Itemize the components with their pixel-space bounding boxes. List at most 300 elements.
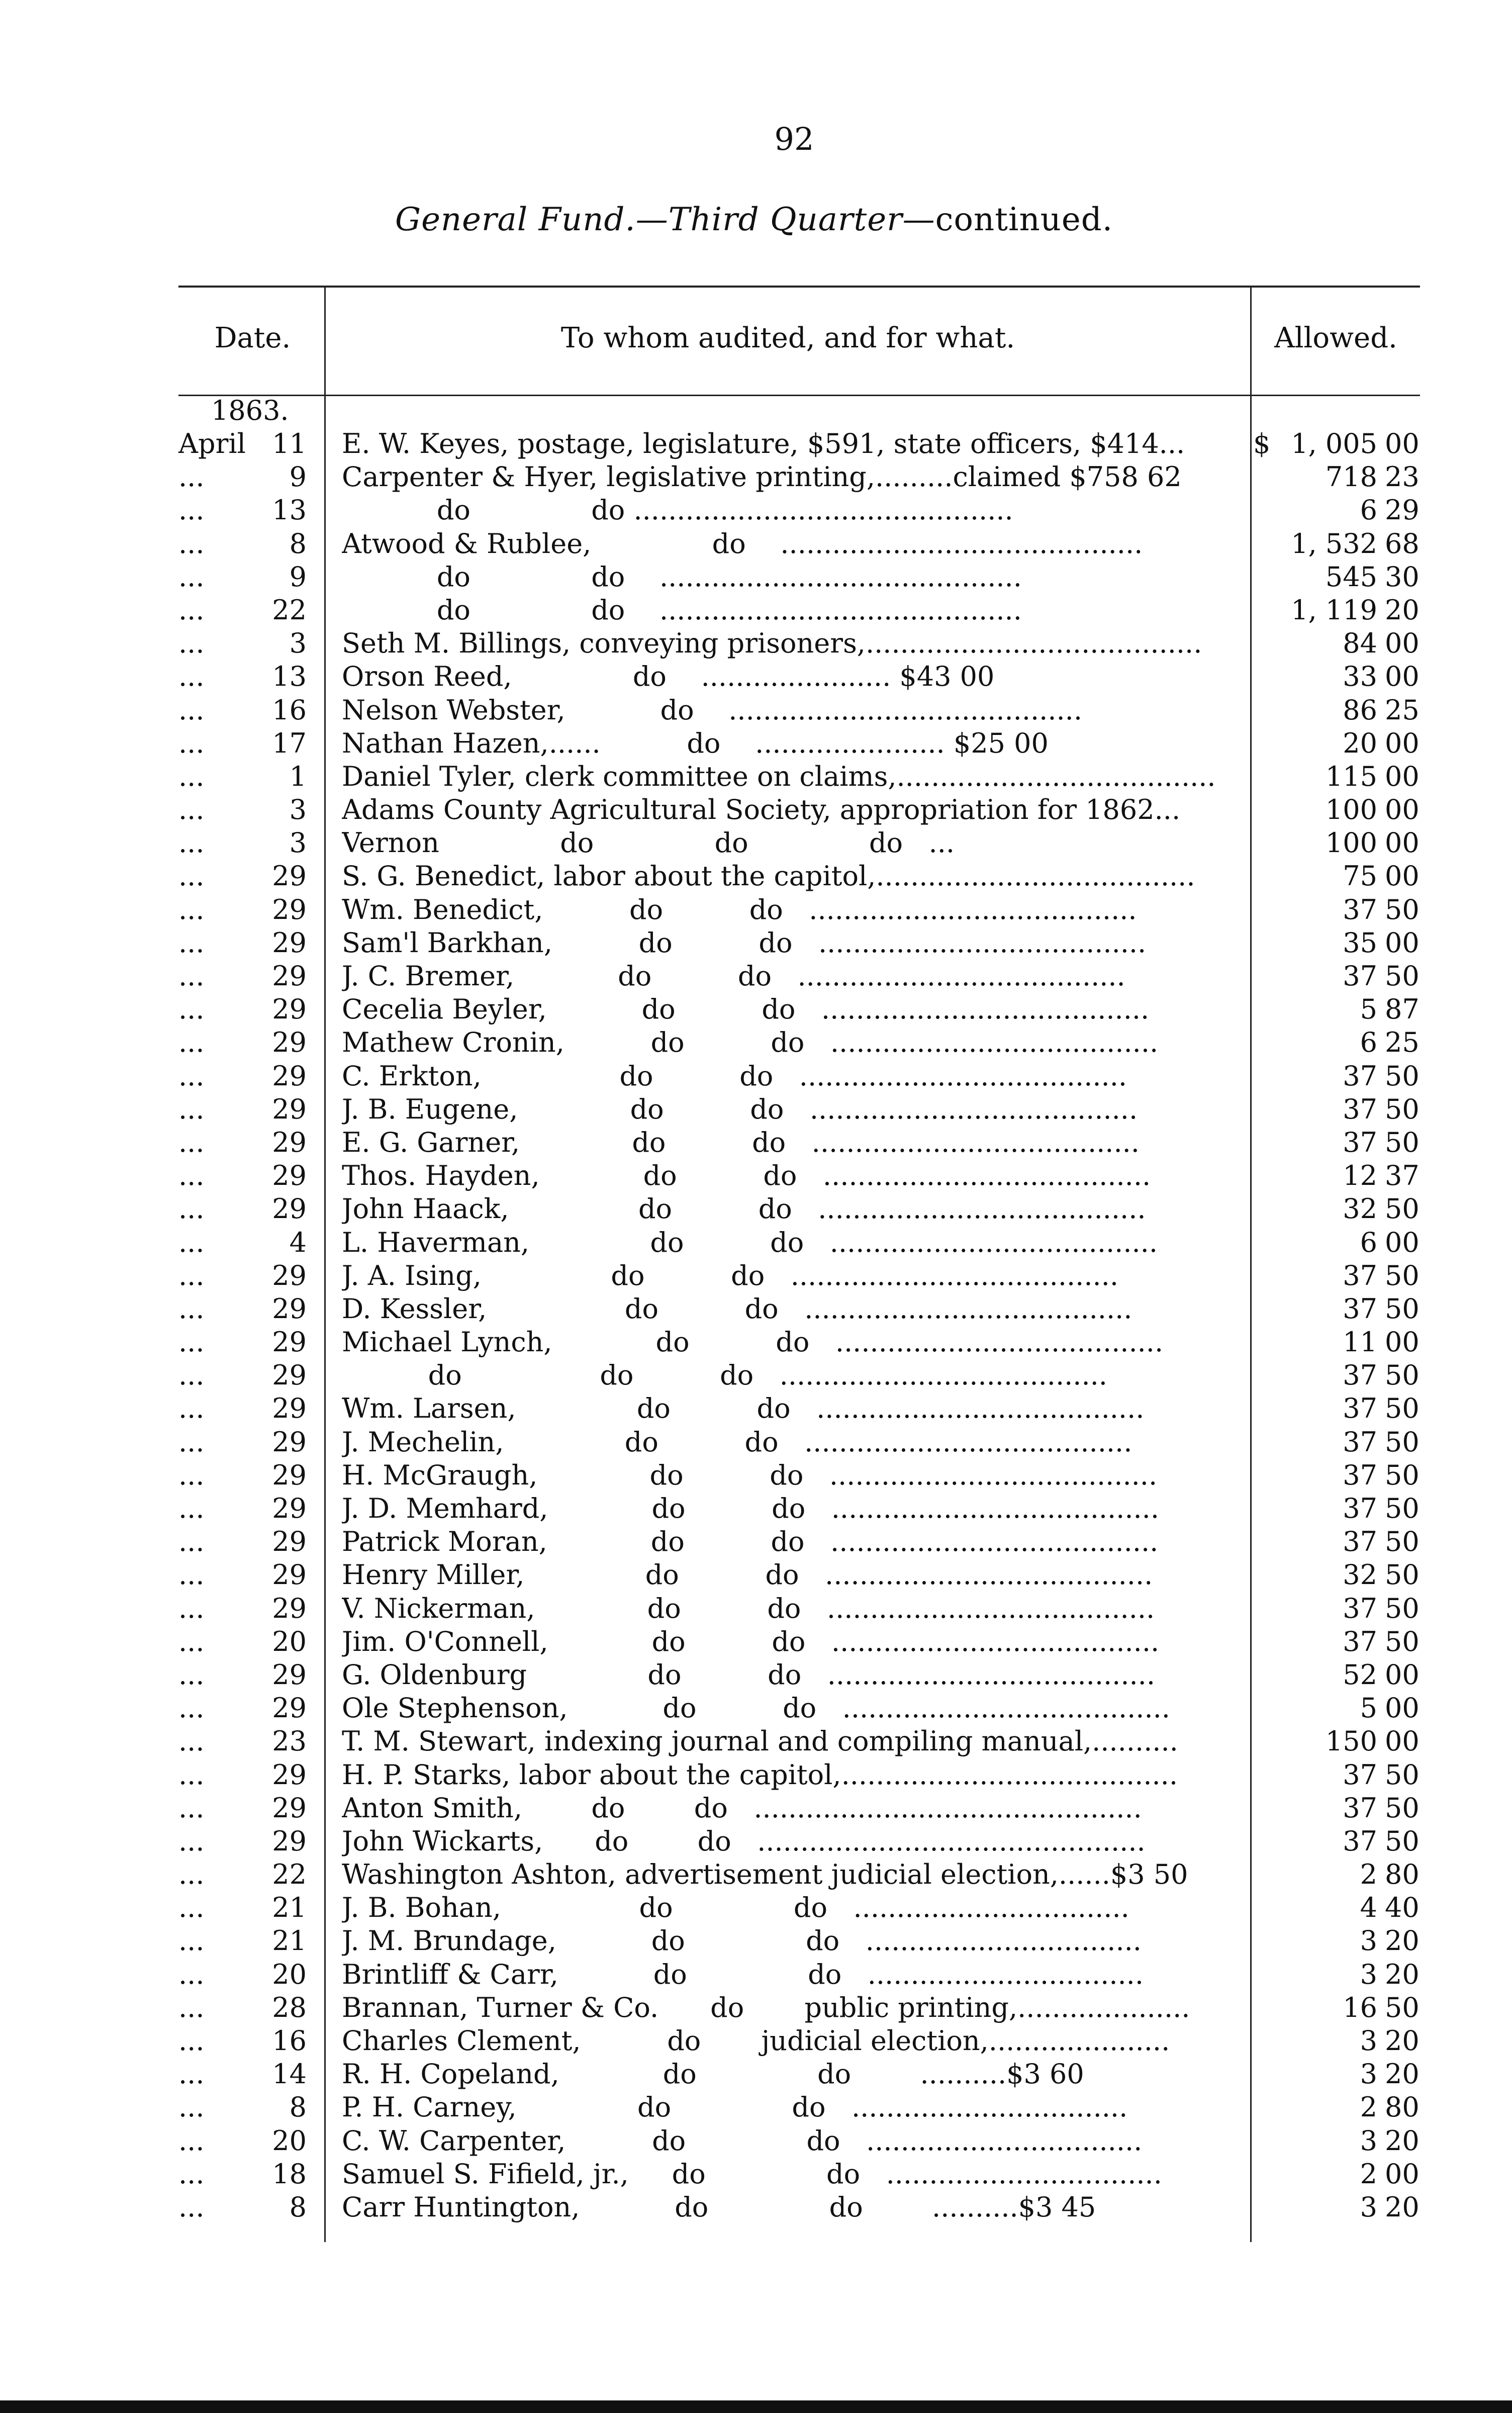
entry-description: Washington Ashton, advertisement judicial election,......$3 50 bbox=[342, 1859, 1188, 1891]
entry-description: R. H. Copeland, do do ..........$3 60 bbox=[342, 2058, 1084, 2090]
ledger-row bbox=[0, 1592, 1512, 1625]
entry-month: ... bbox=[178, 1658, 205, 1691]
ledger-row bbox=[0, 1558, 1512, 1592]
entry-day: 29 bbox=[272, 1758, 307, 1791]
entry-amount-dollars: 12 bbox=[1343, 1160, 1377, 1192]
page-heading-plain: continued. bbox=[935, 201, 1113, 238]
entry-amount-cents: 00 bbox=[1385, 1658, 1420, 1691]
entry-amount-cents: 00 bbox=[1385, 428, 1420, 459]
entry-day: 8 bbox=[289, 527, 307, 560]
entry-month: ... bbox=[178, 594, 205, 626]
entry-description: Anton Smith, do do ............................................. bbox=[342, 1792, 1142, 1824]
entry-description: Samuel S. Fifield, jr., do do ................................ bbox=[342, 2158, 1162, 2190]
entry-description: do do do ...................................... bbox=[342, 1359, 1107, 1391]
entry-day: 29 bbox=[272, 1692, 307, 1724]
ledger-row bbox=[0, 860, 1512, 893]
entry-description: Seth M. Billings, conveying prisoners,....................................... bbox=[342, 627, 1202, 660]
entry-amount-cents: 00 bbox=[1385, 760, 1420, 792]
entry-amount-dollars: 37 bbox=[1343, 1060, 1377, 1092]
entry-day: 17 bbox=[272, 727, 307, 759]
entry-month: ... bbox=[178, 1126, 205, 1158]
ledger-row bbox=[0, 527, 1512, 561]
entry-month: ... bbox=[178, 1925, 205, 1957]
entry-amount-dollars: 6 bbox=[1360, 494, 1377, 526]
ledger-row bbox=[0, 460, 1512, 494]
entry-amount-dollars: 20 bbox=[1343, 727, 1377, 759]
entry-description: Sam'l Barkhan, do do ...................................... bbox=[342, 926, 1147, 959]
entry-amount-cents: 50 bbox=[1385, 960, 1420, 992]
entry-day: 29 bbox=[272, 1193, 307, 1225]
entry-amount-dollars: 35 bbox=[1343, 926, 1377, 959]
entry-month: ... bbox=[178, 794, 205, 826]
entry-description: J. M. Brundage, do do ................................ bbox=[342, 1925, 1142, 1957]
entry-month: ... bbox=[178, 627, 205, 660]
entry-amount-cents: 20 bbox=[1385, 594, 1420, 626]
entry-day: 16 bbox=[272, 694, 307, 726]
entry-day: 3 bbox=[289, 794, 307, 826]
entry-month: ... bbox=[178, 2191, 205, 2223]
ledger-row bbox=[0, 1392, 1512, 1425]
ledger-row bbox=[0, 1525, 1512, 1558]
entry-amount-dollars: 3 bbox=[1360, 2058, 1377, 2090]
entry-amount-cents: 50 bbox=[1385, 1292, 1420, 1325]
entry-amount-cents: 68 bbox=[1385, 527, 1420, 560]
entry-amount-cents: 50 bbox=[1385, 1060, 1420, 1092]
entry-amount-cents: 87 bbox=[1385, 993, 1420, 1026]
entry-amount-dollars: 3 bbox=[1360, 2025, 1377, 2057]
ledger-row bbox=[0, 1958, 1512, 1991]
entry-amount-cents: 00 bbox=[1385, 727, 1420, 759]
entry-amount-dollars: 37 bbox=[1343, 1393, 1377, 1425]
entry-day: 29 bbox=[272, 1792, 307, 1824]
column-header-what: To whom audited, and for what. bbox=[560, 322, 1015, 354]
entry-day: 29 bbox=[272, 1126, 307, 1158]
entry-month: ... bbox=[178, 926, 205, 959]
entry-month: ... bbox=[178, 1393, 205, 1425]
ledger-row bbox=[0, 1259, 1512, 1292]
entry-description: do do .......................................... bbox=[342, 561, 1022, 593]
entry-month: ... bbox=[178, 1526, 205, 1558]
entry-day: 8 bbox=[289, 2091, 307, 2123]
entry-amount-dollars: 52 bbox=[1343, 1658, 1377, 1691]
entry-day: 4 bbox=[289, 1226, 307, 1258]
entry-amount-dollars: 32 bbox=[1343, 1559, 1377, 1591]
entry-amount-cents: 50 bbox=[1385, 1526, 1420, 1558]
entry-amount-cents: 50 bbox=[1385, 1625, 1420, 1657]
entry-description: E. W. Keyes, postage, legislature, $591, state officers, $414... bbox=[342, 428, 1185, 459]
entry-amount-dollars: 3 bbox=[1360, 1925, 1377, 1957]
entry-day: 29 bbox=[272, 1160, 307, 1192]
entry-month: ... bbox=[178, 694, 205, 726]
entry-month: April bbox=[178, 428, 246, 459]
entry-amount-cents: 20 bbox=[1385, 2124, 1420, 2157]
entry-description: John Wickarts, do do ............................................. bbox=[342, 1825, 1146, 1857]
entry-amount-dollars: 6 bbox=[1360, 1226, 1377, 1258]
entry-amount-dollars: 37 bbox=[1343, 1592, 1377, 1624]
ledger-row bbox=[0, 1292, 1512, 1326]
entry-amount-cents: 00 bbox=[1385, 627, 1420, 660]
entry-amount-dollars: 37 bbox=[1343, 1426, 1377, 1458]
entry-amount-dollars: 33 bbox=[1343, 661, 1377, 693]
entry-amount-dollars: 37 bbox=[1343, 1792, 1377, 1824]
entry-month: ... bbox=[178, 1326, 205, 1358]
entry-amount-dollars: 37 bbox=[1343, 960, 1377, 992]
ledger-row bbox=[0, 1060, 1512, 1093]
entry-month: ... bbox=[178, 2124, 205, 2157]
ledger-row bbox=[0, 826, 1512, 860]
entry-description: P. H. Carney, do do ................................ bbox=[342, 2091, 1128, 2123]
page-number: 92 bbox=[774, 121, 814, 157]
entry-amount-dollars: 37 bbox=[1343, 1493, 1377, 1524]
entry-description: Atwood & Rublee, do .......................................... bbox=[342, 527, 1143, 560]
entry-amount-dollars: 100 bbox=[1325, 827, 1377, 859]
entry-description: Cecelia Beyler, do do ...................................... bbox=[342, 993, 1150, 1026]
entry-amount-cents: 30 bbox=[1385, 561, 1420, 593]
entry-day: 18 bbox=[272, 2158, 307, 2190]
ledger-row bbox=[0, 1026, 1512, 1059]
ledger-row bbox=[0, 727, 1512, 760]
entry-description: Adams County Agricultural Society, appropriation for 1862... bbox=[342, 794, 1181, 826]
entry-description: Brintliff & Carr, do do ................................ bbox=[342, 1958, 1144, 1990]
ledger-row bbox=[0, 1326, 1512, 1359]
entry-description: G. Oldenburg do do ...................................... bbox=[342, 1658, 1155, 1691]
ledger-row bbox=[0, 1725, 1512, 1758]
entry-amount-dollars: 718 bbox=[1325, 461, 1377, 493]
ledger-row bbox=[0, 660, 1512, 693]
entry-day: 21 bbox=[272, 1925, 307, 1957]
entry-day: 22 bbox=[272, 1859, 307, 1891]
entry-amount-dollars: 4 bbox=[1360, 1892, 1377, 1924]
entry-amount-cents: 23 bbox=[1385, 461, 1420, 493]
entry-description: Charles Clement, do judicial election,..................... bbox=[342, 2025, 1170, 2057]
entry-description: J. B. Bohan, do do ................................ bbox=[342, 1892, 1129, 1924]
entry-amount-dollars: 37 bbox=[1343, 1093, 1377, 1125]
entry-amount-cents: 00 bbox=[1385, 926, 1420, 959]
ledger-row bbox=[0, 2124, 1512, 2158]
entry-day: 29 bbox=[272, 1825, 307, 1857]
entry-description: Nathan Hazen,...... do ...................... $25 00 bbox=[342, 727, 1049, 759]
entry-amount-cents: 50 bbox=[1385, 1393, 1420, 1425]
entry-amount-cents: 00 bbox=[1385, 661, 1420, 693]
entry-amount-cents: 80 bbox=[1385, 1859, 1420, 1891]
entry-amount-dollars: 84 bbox=[1343, 627, 1377, 660]
entry-amount-cents: 50 bbox=[1385, 1126, 1420, 1158]
entry-month: ... bbox=[178, 661, 205, 693]
ledger-row bbox=[0, 1359, 1512, 1392]
ledger-rows bbox=[0, 427, 1512, 2224]
entry-description: J. A. Ising, do do ...................................... bbox=[342, 1259, 1118, 1291]
entry-month: ... bbox=[178, 2158, 205, 2190]
entry-month: ... bbox=[178, 1292, 205, 1325]
entry-month: ... bbox=[178, 1892, 205, 1924]
ledger-row bbox=[0, 561, 1512, 594]
entry-amount-dollars: 3 bbox=[1360, 2191, 1377, 2223]
entry-month: ... bbox=[178, 1160, 205, 1192]
entry-month: ... bbox=[178, 461, 205, 493]
entry-amount-cents: 00 bbox=[1385, 827, 1420, 859]
entry-amount-cents: 50 bbox=[1385, 1426, 1420, 1458]
entry-month: ... bbox=[178, 760, 205, 792]
entry-amount-cents: 50 bbox=[1385, 1459, 1420, 1491]
page-heading-italic: General Fund.—Third Quarter— bbox=[395, 201, 935, 238]
entry-amount-dollars: 32 bbox=[1343, 1193, 1377, 1225]
ledger-row bbox=[0, 1426, 1512, 1459]
entry-amount-cents: 00 bbox=[1385, 1326, 1420, 1358]
entry-day: 29 bbox=[272, 1393, 307, 1425]
entry-month: ... bbox=[178, 1625, 205, 1657]
entry-month: ... bbox=[178, 1493, 205, 1524]
entry-description: V. Nickerman, do do ...................................... bbox=[342, 1592, 1155, 1624]
ledger-row bbox=[0, 1991, 1512, 2024]
entry-description: Orson Reed, do ...................... $43 00 bbox=[342, 661, 995, 693]
entry-day: 23 bbox=[272, 1725, 307, 1757]
ledger-row bbox=[0, 2191, 1512, 2224]
entry-amount-dollars: 37 bbox=[1343, 1758, 1377, 1791]
entry-amount-dollars: 37 bbox=[1343, 1625, 1377, 1657]
entry-description: H. P. Starks, labor about the capitol,....................................... bbox=[342, 1758, 1178, 1791]
ledger-row bbox=[0, 627, 1512, 660]
entry-amount-cents: 29 bbox=[1385, 494, 1420, 526]
entry-month: ... bbox=[178, 1459, 205, 1491]
entry-day: 29 bbox=[272, 1259, 307, 1291]
entry-month: ... bbox=[178, 1259, 205, 1291]
entry-day: 13 bbox=[272, 661, 307, 693]
entry-day: 29 bbox=[272, 960, 307, 992]
entry-description: D. Kessler, do do ...................................... bbox=[342, 1292, 1132, 1325]
entry-amount-dollars: 37 bbox=[1343, 1359, 1377, 1391]
entry-description: T. M. Stewart, indexing journal and compiling manual,.......... bbox=[342, 1725, 1178, 1757]
entry-day: 14 bbox=[272, 2058, 307, 2090]
entry-amount-dollars: 3 bbox=[1360, 1958, 1377, 1990]
entry-amount-dollars: 37 bbox=[1343, 1126, 1377, 1158]
ledger-row bbox=[0, 1492, 1512, 1525]
entry-amount-dollars: 100 bbox=[1325, 794, 1377, 826]
entry-day: 29 bbox=[272, 993, 307, 1026]
entry-month: ... bbox=[178, 1359, 205, 1391]
entry-amount-cents: 80 bbox=[1385, 2091, 1420, 2123]
entry-month: ... bbox=[178, 1559, 205, 1591]
entry-description: Nelson Webster, do ......................................... bbox=[342, 694, 1083, 726]
ledger-row bbox=[0, 1825, 1512, 1858]
ledger-row bbox=[0, 960, 1512, 993]
entry-amount-cents: 50 bbox=[1385, 1259, 1420, 1291]
entry-day: 22 bbox=[272, 594, 307, 626]
entry-month: ... bbox=[178, 727, 205, 759]
entry-amount-dollars: 1, 005 bbox=[1291, 428, 1377, 459]
entry-dollar-sign: $ bbox=[1253, 428, 1271, 459]
entry-amount-cents: 20 bbox=[1385, 2058, 1420, 2090]
entry-amount-dollars: 150 bbox=[1325, 1725, 1377, 1757]
column-header-date: Date. bbox=[214, 322, 291, 354]
entry-month: ... bbox=[178, 527, 205, 560]
entry-amount-dollars: 37 bbox=[1343, 1292, 1377, 1325]
ledger-row bbox=[0, 427, 1512, 460]
entry-amount-cents: 40 bbox=[1385, 1892, 1420, 1924]
ledger-row bbox=[0, 1792, 1512, 1825]
entry-month: ... bbox=[178, 1426, 205, 1458]
entry-day: 29 bbox=[272, 1526, 307, 1558]
ledger-row bbox=[0, 2091, 1512, 2124]
entry-amount-cents: 37 bbox=[1385, 1160, 1420, 1192]
entry-month: ... bbox=[178, 1825, 205, 1857]
entry-day: 9 bbox=[289, 461, 307, 493]
entry-description: Henry Miller, do do ...................................... bbox=[342, 1559, 1153, 1591]
entry-amount-dollars: 5 bbox=[1360, 1692, 1377, 1724]
entry-amount-cents: 50 bbox=[1385, 1493, 1420, 1524]
entry-day: 3 bbox=[289, 627, 307, 660]
entry-description: John Haack, do do ...................................... bbox=[342, 1193, 1146, 1225]
ledger-row bbox=[0, 1093, 1512, 1126]
entry-amount-dollars: 37 bbox=[1343, 1459, 1377, 1491]
ledger-row bbox=[0, 1658, 1512, 1692]
entry-description: Carr Huntington, do do ..........$3 45 bbox=[342, 2191, 1096, 2223]
entry-amount-dollars: 86 bbox=[1343, 694, 1377, 726]
entry-amount-cents: 00 bbox=[1385, 860, 1420, 892]
entry-amount-cents: 20 bbox=[1385, 1958, 1420, 1990]
entry-amount-dollars: 2 bbox=[1360, 1859, 1377, 1891]
entry-description: J. B. Eugene, do do ...................................... bbox=[342, 1093, 1138, 1125]
entry-month: ... bbox=[178, 1592, 205, 1624]
entry-description: S. G. Benedict, labor about the capitol,..................................... bbox=[342, 860, 1195, 892]
entry-month: ... bbox=[178, 1758, 205, 1791]
entry-description: L. Haverman, do do ...................................... bbox=[342, 1226, 1158, 1258]
entry-amount-dollars: 37 bbox=[1343, 1526, 1377, 1558]
entry-description: Brannan, Turner & Co. do public printing,.................... bbox=[342, 1991, 1190, 2023]
entry-description: J. C. Bremer, do do ...................................... bbox=[342, 960, 1125, 992]
page-bottom-edge bbox=[0, 2400, 1512, 2413]
ledger-row bbox=[0, 1459, 1512, 1492]
entry-month: ... bbox=[178, 1193, 205, 1225]
entry-amount-dollars: 1, 119 bbox=[1291, 594, 1377, 626]
entry-day: 29 bbox=[272, 1426, 307, 1458]
entry-amount-cents: 00 bbox=[1385, 1725, 1420, 1757]
entry-month: ... bbox=[178, 1792, 205, 1824]
entry-day: 29 bbox=[272, 926, 307, 959]
entry-day: 21 bbox=[272, 1892, 307, 1924]
entry-description: Ole Stephenson, do do ...................................... bbox=[342, 1692, 1170, 1724]
entry-month: ... bbox=[178, 494, 205, 526]
entry-amount-dollars: 545 bbox=[1325, 561, 1377, 593]
entry-amount-cents: 50 bbox=[1385, 893, 1420, 925]
entry-description: Daniel Tyler, clerk committee on claims,..................................... bbox=[342, 760, 1216, 792]
entry-day: 8 bbox=[289, 2191, 307, 2223]
table-top-rule bbox=[178, 286, 1420, 288]
entry-month: ... bbox=[178, 827, 205, 859]
entry-amount-cents: 00 bbox=[1385, 2158, 1420, 2190]
ledger-row bbox=[0, 1159, 1512, 1192]
ledger-row bbox=[0, 2158, 1512, 2191]
entry-day: 20 bbox=[272, 2124, 307, 2157]
entry-description: do do .......................................... bbox=[342, 594, 1022, 626]
entry-day: 29 bbox=[272, 1559, 307, 1591]
entry-month: ... bbox=[178, 893, 205, 925]
entry-day: 29 bbox=[272, 860, 307, 892]
entry-description: C. W. Carpenter, do do ................................ bbox=[342, 2124, 1143, 2157]
entry-day: 20 bbox=[272, 1958, 307, 1990]
ledger-row bbox=[0, 1692, 1512, 1725]
ledger-row bbox=[0, 494, 1512, 527]
entry-amount-dollars: 37 bbox=[1343, 1259, 1377, 1291]
ledger-row bbox=[0, 1126, 1512, 1159]
entry-description: Jim. O'Connell, do do ...................................... bbox=[342, 1625, 1160, 1657]
entry-amount-dollars: 115 bbox=[1325, 760, 1377, 792]
entry-amount-cents: 50 bbox=[1385, 1093, 1420, 1125]
entry-amount-dollars: 75 bbox=[1343, 860, 1377, 892]
ledger-row bbox=[0, 1192, 1512, 1226]
year-label: 1863. bbox=[211, 395, 289, 426]
entry-amount-dollars: 5 bbox=[1360, 993, 1377, 1026]
ledger-row bbox=[0, 1924, 1512, 1958]
entry-amount-cents: 50 bbox=[1385, 1825, 1420, 1857]
entry-description: J. Mechelin, do do ...................................... bbox=[342, 1426, 1132, 1458]
entry-day: 29 bbox=[272, 1060, 307, 1092]
entry-description: C. Erkton, do do ...................................... bbox=[342, 1060, 1127, 1092]
entry-description: J. D. Memhard, do do ...................................... bbox=[342, 1493, 1160, 1524]
entry-amount-cents: 20 bbox=[1385, 2025, 1420, 2057]
entry-amount-dollars: 37 bbox=[1343, 1825, 1377, 1857]
entry-day: 29 bbox=[272, 893, 307, 925]
entry-amount-cents: 50 bbox=[1385, 1592, 1420, 1624]
entry-day: 11 bbox=[272, 428, 307, 459]
table-header-rule bbox=[178, 395, 1420, 396]
entry-month: ... bbox=[178, 1226, 205, 1258]
entry-month: ... bbox=[178, 2058, 205, 2090]
entry-day: 16 bbox=[272, 2025, 307, 2057]
entry-amount-cents: 00 bbox=[1385, 1226, 1420, 1258]
entry-description: Mathew Cronin, do do ...................................... bbox=[342, 1027, 1159, 1059]
entry-day: 29 bbox=[272, 1658, 307, 1691]
entry-description: H. McGraugh, do do ...................................... bbox=[342, 1459, 1158, 1491]
entry-month: ... bbox=[178, 1725, 205, 1757]
entry-month: ... bbox=[178, 1859, 205, 1891]
ledger-row bbox=[0, 694, 1512, 727]
entry-description: Wm. Benedict, do do ...................................... bbox=[342, 893, 1137, 925]
column-header-allowed: Allowed. bbox=[1274, 322, 1397, 354]
entry-description: Michael Lynch, do do ...................................... bbox=[342, 1326, 1164, 1358]
ledger-row bbox=[0, 594, 1512, 627]
entry-month: ... bbox=[178, 1991, 205, 2023]
ledger-row bbox=[0, 926, 1512, 960]
ledger-row bbox=[0, 893, 1512, 926]
page-heading bbox=[251, 201, 1257, 238]
entry-day: 28 bbox=[272, 1991, 307, 2023]
entry-amount-cents: 00 bbox=[1385, 1692, 1420, 1724]
entry-amount-cents: 50 bbox=[1385, 1991, 1420, 2023]
entry-month: ... bbox=[178, 1093, 205, 1125]
entry-amount-cents: 00 bbox=[1385, 794, 1420, 826]
entry-day: 3 bbox=[289, 827, 307, 859]
entry-amount-dollars: 2 bbox=[1360, 2158, 1377, 2190]
ledger-row bbox=[0, 2024, 1512, 2058]
entry-day: 29 bbox=[272, 1359, 307, 1391]
entry-day: 29 bbox=[272, 1493, 307, 1524]
entry-month: ... bbox=[178, 1060, 205, 1092]
entry-day: 13 bbox=[272, 494, 307, 526]
ledger-row bbox=[0, 1858, 1512, 1891]
entry-amount-dollars: 1, 532 bbox=[1291, 527, 1377, 560]
entry-day: 1 bbox=[289, 760, 307, 792]
entry-month: ... bbox=[178, 1692, 205, 1724]
entry-description: E. G. Garner, do do ...................................... bbox=[342, 1126, 1140, 1158]
entry-amount-cents: 25 bbox=[1385, 1027, 1420, 1059]
ledger-row bbox=[0, 1758, 1512, 1792]
entry-amount-cents: 50 bbox=[1385, 1758, 1420, 1791]
entry-day: 9 bbox=[289, 561, 307, 593]
entry-amount-dollars: 37 bbox=[1343, 893, 1377, 925]
entry-month: ... bbox=[178, 993, 205, 1026]
ledger-row bbox=[0, 1625, 1512, 1658]
entry-day: 29 bbox=[272, 1326, 307, 1358]
